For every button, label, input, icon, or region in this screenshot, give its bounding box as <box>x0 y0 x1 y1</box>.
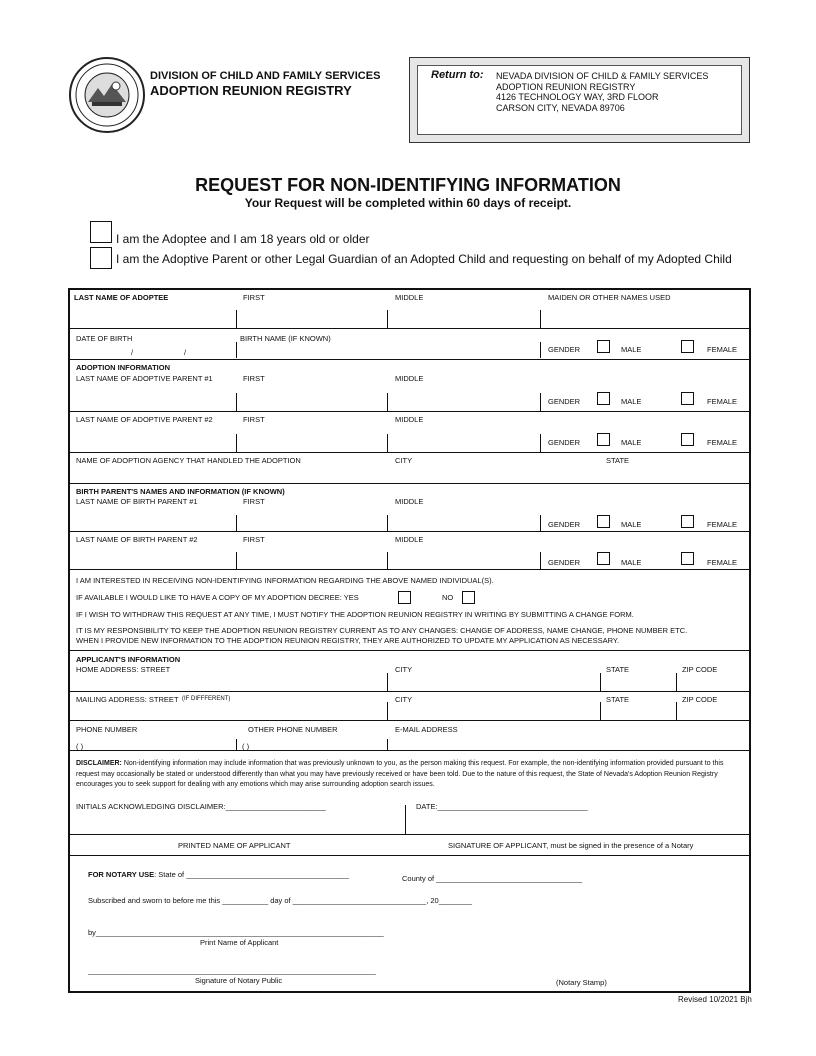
gender-label: GENDER <box>548 345 581 354</box>
date-field[interactable]: DATE:____________________________________ <box>416 802 588 811</box>
mailing-state-label: STATE <box>606 695 630 704</box>
female-label: FEMALE <box>707 438 738 447</box>
adoptee-checkbox[interactable] <box>90 221 112 243</box>
notary-subscribed-field[interactable]: Subscribed and sworn to before me this ___________ day of ________________________________, 20________ <box>88 896 473 905</box>
dob-slash-1: / <box>131 348 134 357</box>
notary-state-field[interactable]: : State of _______________________________________ <box>154 870 349 879</box>
notary-label: FOR NOTARY USE <box>88 870 155 879</box>
first-label: FIRST <box>243 293 265 302</box>
email-label: E-MAIL ADDRESS <box>395 725 458 734</box>
print-name-caption: Print Name of Applicant <box>200 938 279 947</box>
first-label: FIRST <box>243 497 265 506</box>
female-label: FEMALE <box>707 558 738 567</box>
form-subtitle: Your Request will be completed within 60 days of receipt. <box>244 196 572 210</box>
signature-label: SIGNATURE OF APPLICANT, must be signed in the presence of a Notary <box>448 841 694 850</box>
middle-label: MIDDLE <box>395 535 424 544</box>
birth-parents-header: BIRTH PARENT'S NAMES AND INFORMATION (IF KNOWN) <box>76 487 285 496</box>
return-address-box <box>409 57 750 143</box>
middle-label: MIDDLE <box>395 374 424 383</box>
copy-decree-statement: IF AVAILABLE I WOULD LIKE TO HAVE A COPY OF MY ADOPTION DECREE: YES <box>76 593 359 602</box>
withdraw-statement: IF I WISH TO WITHDRAW THIS REQUEST AT ANY TIME, I MUST NOTIFY THE ADOPTION REUNION REGISTRY IN WRITING BY SUBMITTING A CHANGE FORM. <box>76 610 634 619</box>
gender-label: GENDER <box>548 520 581 529</box>
return-label: Return to: <box>431 69 484 81</box>
phone-area-code: ( ) <box>76 742 84 751</box>
request-form <box>68 288 751 993</box>
home-address-label: HOME ADDRESS: STREET <box>76 665 171 674</box>
male-label: MALE <box>621 345 642 354</box>
mailing-zip-label: ZIP CODE <box>682 695 718 704</box>
home-state-label: STATE <box>606 665 630 674</box>
adoptive-parent-checkbox[interactable] <box>90 247 112 269</box>
home-city-label: CITY <box>395 665 413 674</box>
gender-label: GENDER <box>548 558 581 567</box>
return-address: NEVADA DIVISION OF CHILD & FAMILY SERVICES ADOPTION REUNION REGISTRY 4126 TECHNOLOGY WAY, 3RD FLOOR CARSON CITY, NEVADA 89706 <box>496 71 709 113</box>
adoptive-parent1-label: LAST NAME OF ADOPTIVE PARENT #1 <box>76 374 213 383</box>
maiden-label: MAIDEN OR OTHER NAMES USED <box>548 293 671 302</box>
responsibility-statement-1: IT IS MY RESPONSIBILITY TO KEEP THE ADOPTION REUNION REGISTRY CURRENT AS TO ANY CHANGES: CHANGE OF ADDRESS, NAME CHANGE, PHONE NUMBER ETC. <box>76 626 688 635</box>
notary-county-field[interactable]: County of ___________________________________ <box>402 874 583 883</box>
nevada-seal-icon <box>68 56 146 134</box>
female-label: FEMALE <box>707 345 738 354</box>
notary-stamp-caption: (Notary Stamp) <box>556 978 607 987</box>
disclaimer-text: Non-identifying information may include information that was previously unknown to you, as the person making this request. For example, the non-identifying information provided pursuant to this request may occasionally be stated or understood differently than what you may have previously received or have been told. Due to the nature of this request, the State of Nevada's Adoption Reunion Registry encourages you to seek support for dealing with any emotions which may arise surrounding adoption search issues. <box>76 760 724 788</box>
adoptee-female-checkbox[interactable] <box>681 340 694 353</box>
agency-city-label: CITY <box>395 456 413 465</box>
middle-label: MIDDLE <box>395 293 424 302</box>
decree-no-label: NO <box>442 593 454 602</box>
decree-yes-checkbox[interactable] <box>398 591 411 604</box>
revision-note: Revised 10/2021 Bjh <box>678 995 752 1004</box>
agency-label: NAME OF ADOPTION AGENCY THAT HANDLED THE ADOPTION <box>76 456 301 465</box>
org-name: DIVISION OF CHILD AND FAMILY SERVICES <box>150 70 381 82</box>
adoptee-male-checkbox[interactable] <box>597 340 610 353</box>
birth-parent2-label: LAST NAME OF BIRTH PARENT #2 <box>76 535 198 544</box>
if-different-note: (IF DIFFFERENT) <box>182 696 231 702</box>
birth-parent1-label: LAST NAME OF BIRTH PARENT #1 <box>76 497 198 506</box>
dob-label: DATE OF BIRTH <box>76 334 133 343</box>
mailing-city-label: CITY <box>395 695 413 704</box>
printed-name-label: PRINTED NAME OF APPLICANT <box>178 841 291 850</box>
parent2-female-checkbox[interactable] <box>681 433 694 446</box>
notary-signature-caption: Signature of Notary Public <box>195 976 283 985</box>
notary-signature-line[interactable]: _____________________________________________________________________ <box>88 966 376 975</box>
last-name-adoptee-label: LAST NAME OF ADOPTEE <box>74 293 169 302</box>
notary-by-field[interactable]: by_____________________________________________________________________ <box>88 928 384 937</box>
birth2-male-checkbox[interactable] <box>597 552 610 565</box>
disclaimer <box>76 759 746 791</box>
notary-section <box>88 870 349 879</box>
male-label: MALE <box>621 520 642 529</box>
form-title: REQUEST FOR NON-IDENTIFYING INFORMATION <box>195 175 621 195</box>
adoptive-parent-option-label: I am the Adoptive Parent or other Legal Guardian of an Adopted Child and requesting on behalf of my Adopted Child <box>116 252 732 266</box>
registry-name: ADOPTION REUNION REGISTRY <box>150 83 352 98</box>
female-label: FEMALE <box>707 520 738 529</box>
gender-label: GENDER <box>548 397 581 406</box>
gender-label: GENDER <box>548 438 581 447</box>
disclaimer-label: DISCLAIMER: <box>76 760 122 767</box>
birth-name-label: BIRTH NAME (IF KNOWN) <box>240 334 331 343</box>
agency-state-label: STATE <box>606 456 630 465</box>
phone-label: PHONE NUMBER <box>76 725 138 734</box>
first-label: FIRST <box>243 535 265 544</box>
initials-field[interactable]: INITIALS ACKNOWLEDGING DISCLAIMER:________________________ <box>76 802 326 811</box>
middle-label: MIDDLE <box>395 497 424 506</box>
responsibility-statement-2: WHEN I PROVIDE NEW INFORMATION TO THE ADOPTION REUNION REGISTRY, THEY ARE AUTHORIZED TO UPDATE MY APPLICATION AS NECESSARY. <box>76 636 620 645</box>
interest-statement: I AM INTERESTED IN RECEIVING NON-IDENTIFYING INFORMATION REGARDING THE ABOVE NAMED INDIVIDUAL(S). <box>76 576 494 585</box>
male-label: MALE <box>621 397 642 406</box>
birth2-female-checkbox[interactable] <box>681 552 694 565</box>
first-label: FIRST <box>243 415 265 424</box>
parent1-female-checkbox[interactable] <box>681 392 694 405</box>
middle-label: MIDDLE <box>395 415 424 424</box>
adoption-info-header: ADOPTION INFORMATION <box>76 363 171 372</box>
female-label: FEMALE <box>707 397 738 406</box>
first-label: FIRST <box>243 374 265 383</box>
other-phone-area-code: ( ) <box>242 742 250 751</box>
mailing-address-label: MAILING ADDRESS: STREET <box>76 695 179 704</box>
birth1-female-checkbox[interactable] <box>681 515 694 528</box>
parent1-male-checkbox[interactable] <box>597 392 610 405</box>
home-zip-label: ZIP CODE <box>682 665 718 674</box>
other-phone-label: OTHER PHONE NUMBER <box>248 725 338 734</box>
decree-no-checkbox[interactable] <box>462 591 475 604</box>
applicant-info-header: APPLICANT'S INFORMATION <box>76 655 181 664</box>
male-label: MALE <box>621 438 642 447</box>
adoptive-parent2-label: LAST NAME OF ADOPTIVE PARENT #2 <box>76 415 213 424</box>
parent2-male-checkbox[interactable] <box>597 433 610 446</box>
birth1-male-checkbox[interactable] <box>597 515 610 528</box>
adoptee-option-label: I am the Adoptee and I am 18 years old or older <box>116 232 370 246</box>
dob-slash-2: / <box>184 348 187 357</box>
male-label: MALE <box>621 558 642 567</box>
